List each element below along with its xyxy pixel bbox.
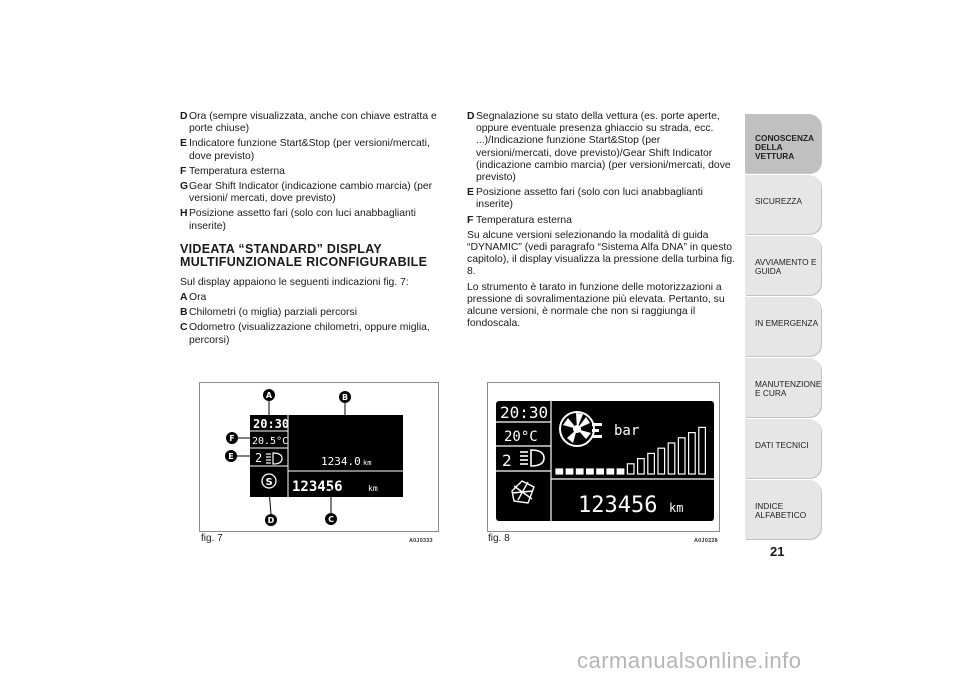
legend-text: Odometro (visualizzazione chilometri, oppure miglia, percorsi) [189, 322, 430, 346]
legend-item [180, 111, 448, 135]
chapter-tab-label: IN EMERGENZA [755, 318, 819, 328]
clock-readout: 20:30 [253, 417, 290, 431]
legend-letter: D [467, 111, 475, 122]
dynamic-mode-paragraph: Su alcune versioni selezionando la modalità di guida “DYNAMIC” (vedi paragrafo “Sistema Alfa DNA” in questo capitolo), il display visualizza la pressione della turbina fig. 8. [467, 229, 735, 278]
legend-item [467, 215, 735, 227]
figure-8-code: A0J0228 [694, 538, 718, 544]
legend-text: Gear Shift Indicator (indicazione cambio marcia) (per versioni/ mercati, dove previsto) [189, 181, 433, 205]
figure-7-code: A0J0333 [409, 538, 433, 544]
legend-text: Posizione assetto fari (solo con luci anabbaglianti inserite) [189, 208, 416, 232]
chapter-tab-label: DATI TECNICI [755, 440, 809, 450]
legend-letter: F [180, 165, 187, 177]
legend-text: Segnalazione su stato della vettura (es. porte aperte, oppure eventuale presenza ghiaccio su strada, ecc. ...)/Indicazione funzione Start&Stop (per versioni/mercati, dove previsto)/Gear Shift Indicator (indicazione cambio marcia) (per versioni/mercati, dove previsto) [476, 111, 731, 184]
svg-text:B: B [341, 393, 349, 402]
boost-bar [556, 469, 563, 474]
chapter-tab-label: AVVIAMENTO E GUIDA [755, 257, 817, 276]
right-text-column [467, 111, 735, 333]
svg-text:C: C [328, 515, 334, 524]
trip-readout: 1234.0 [321, 455, 361, 468]
svg-text:S: S [265, 477, 273, 488]
temperature-readout: 20°C [504, 429, 538, 445]
legend-letter: C [180, 322, 188, 334]
boost-bar [617, 469, 624, 474]
boost-bar [597, 469, 604, 474]
legend-item [180, 166, 448, 178]
callout-C [325, 513, 337, 525]
odometer-readout: 123456 [292, 479, 343, 495]
calibration-paragraph: Lo strumento è tarato in funzione delle motorizzazioni a pressione di sovralimentazione più elevata. Pertanto, su alcune versioni, è normale che non si raggiunga il fondoscala. [467, 281, 725, 330]
watermark: carmanualsonline.info [577, 648, 802, 673]
legend-list-bottom [180, 292, 448, 347]
legend-text: Posizione assetto fari (solo con luci anabbaglianti inserite) [476, 187, 703, 211]
chapter-tab[interactable] [745, 358, 821, 417]
figure-7-caption: fig. 7 [201, 533, 223, 544]
gear-readout: 2 [255, 451, 263, 465]
figure-7 [199, 382, 439, 532]
chapter-tab[interactable] [745, 480, 821, 539]
callout-E [225, 450, 237, 462]
chapter-tabs [745, 114, 821, 541]
legend-item [180, 208, 448, 232]
legend-text: Temperatura esterna [189, 165, 285, 177]
legend-item [180, 307, 448, 319]
boost-bar [587, 469, 594, 474]
odometer-unit: km [368, 484, 378, 493]
odometer-unit: km [669, 501, 684, 515]
legend-item [180, 292, 448, 304]
svg-text:F: F [229, 434, 235, 443]
legend-text: Chilometri (o miglia) parziali percorsi [189, 307, 358, 319]
legend-text: Ora (sempre visualizzata, anche con chiave estratta e porte chiuse) [189, 111, 437, 135]
section-heading: VIDEATA “STANDARD” DISPLAY MULTIFUNZIONALE RICONFIGURABILE [180, 241, 428, 269]
chapter-tab-label: CONOSCENZA DELLA VETTURA [755, 133, 814, 161]
callout-A [263, 389, 275, 401]
gear-readout: 2 [502, 451, 512, 470]
figure-8 [487, 382, 720, 532]
chapter-tab[interactable] [745, 236, 821, 295]
legend-letter: E [467, 187, 474, 199]
legend-letter: G [180, 181, 189, 193]
legend-text: Indicatore funzione Start&Stop (per versioni/mercati, dove previsto) [189, 138, 430, 162]
boost-unit-label: bar [614, 423, 640, 439]
chapter-tab[interactable] [745, 419, 821, 478]
svg-text:A: A [265, 391, 273, 400]
chapter-tab-label: SICUREZZA [755, 196, 803, 206]
turbo-display-illustration [488, 383, 719, 531]
left-text-column [180, 111, 448, 350]
legend-letter: A [180, 292, 188, 304]
legend-letter: E [180, 138, 187, 150]
legend-text: Ora [189, 292, 207, 304]
legend-text: Temperatura esterna [476, 214, 572, 226]
odometer-readout: 123456 [578, 493, 658, 518]
chapter-tab-label: MANUTENZIONE E CURA [755, 379, 822, 398]
standard-display-illustration [200, 383, 438, 531]
legend-item [180, 181, 448, 205]
legend-list-top [180, 111, 448, 233]
temperature-readout: 20.5°C [252, 436, 289, 447]
clock-readout: 20:30 [500, 403, 549, 422]
boost-bar [607, 469, 614, 474]
trip-unit: km [363, 459, 372, 467]
svg-text:D: D [267, 516, 275, 525]
legend-letter: B [180, 307, 188, 319]
chapter-tab[interactable] [745, 297, 821, 356]
boost-bar [566, 469, 573, 474]
intro-text: Sul display appaiono le seguenti indicazioni fig. 7: [180, 276, 409, 288]
page-number: 21 [770, 544, 785, 559]
callout-B [339, 391, 351, 403]
legend-letter: D [180, 111, 188, 122]
legend-item [180, 138, 448, 162]
chapter-tab-label: INDICE ALFABETICO [755, 501, 807, 520]
legend-item [180, 322, 448, 346]
legend-item [467, 111, 735, 184]
legend-letter: H [180, 208, 188, 220]
svg-text:E: E [228, 452, 234, 461]
figure-8-caption: fig. 8 [488, 533, 510, 544]
callout-D [265, 514, 277, 526]
legend-letter: F [467, 214, 474, 226]
legend-list-right [467, 111, 735, 227]
boost-bar [576, 469, 583, 474]
chapter-tab[interactable] [745, 175, 821, 234]
callout-F [226, 432, 238, 444]
legend-item [467, 187, 735, 211]
chapter-tab[interactable] [745, 114, 821, 173]
